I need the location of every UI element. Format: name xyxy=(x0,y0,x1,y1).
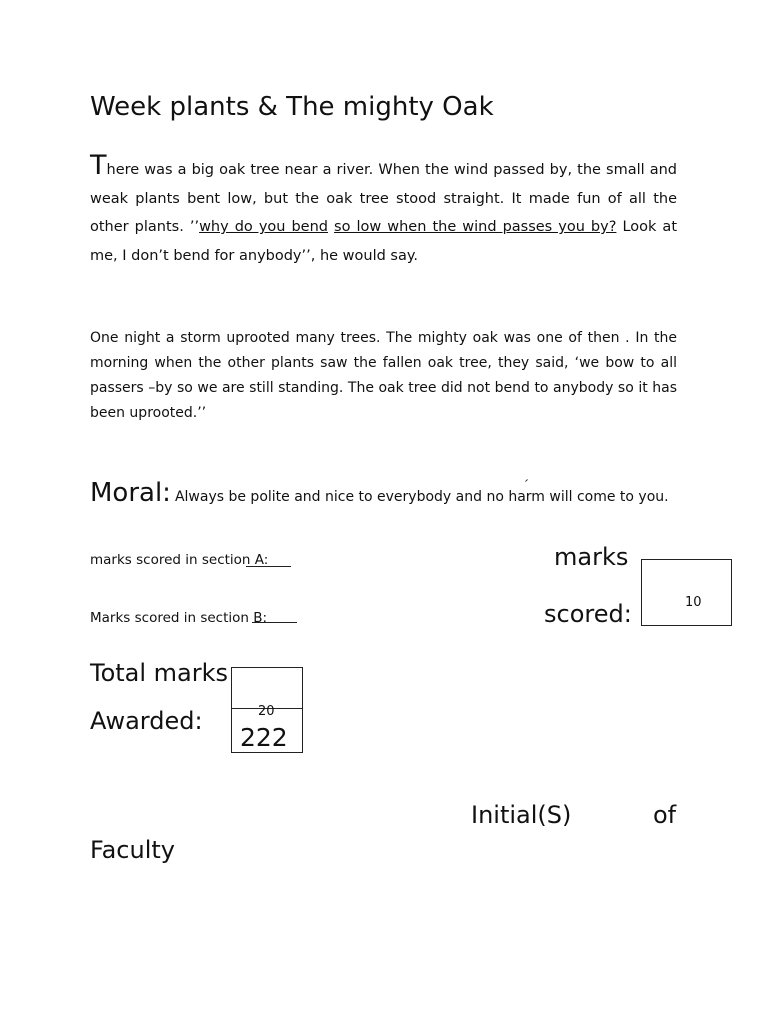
moral-line xyxy=(90,478,669,508)
total-marks-box-top xyxy=(231,667,303,709)
page-title: Week plants & The mighty Oak xyxy=(90,92,494,122)
section-b-label: Marks scored in section B: xyxy=(90,610,268,626)
scored-label: scored: xyxy=(544,600,632,628)
story-paragraph-2: One night a storm uprooted many trees. The mighty oak was one of then . In the morning when the other plants saw the fallen oak tree, they said, ‘we bow to all passers –by so we are still standing. The oak tree did not bend to anybody so it has been uprooted.’’ xyxy=(90,330,677,421)
initials-label: Initial(S) xyxy=(471,801,572,829)
total-marks-box-bottom xyxy=(231,704,303,753)
section-b-blank xyxy=(252,622,297,623)
marks-box-value: 10 xyxy=(685,595,702,610)
paragraph-1-text-a: here was a big oak tree near a river. When the wind passed by, the small and weak plants bent low, but the oak tree stood straight. It made fun of all the other plants. ’’ xyxy=(90,162,677,235)
underlined-quote-1: why do you bend xyxy=(199,219,328,235)
moral-heading: Moral: xyxy=(90,478,171,508)
drop-cap: T xyxy=(90,150,107,181)
section-a-blank xyxy=(246,566,291,567)
underlined-quote-2: so low when the wind passes you by? xyxy=(334,219,617,235)
section-a-label: marks scored in section A: xyxy=(90,552,269,568)
awarded-label: Awarded: xyxy=(90,707,203,735)
story-paragraph-1 xyxy=(90,150,678,270)
paragraph-1-text-b: Look at me, I don’t bend for anybody’’, he would say. xyxy=(90,219,678,264)
faculty-label: Faculty xyxy=(90,836,175,864)
of-label: of xyxy=(653,801,677,829)
total-box-top-value: 20 xyxy=(258,704,275,719)
total-marks-label: Total marks xyxy=(90,659,229,687)
total-box-value: 222 xyxy=(240,723,288,752)
marks-label: marks xyxy=(554,543,629,571)
moral-text: Always be polite and nice to everybody and no harm will come to you. xyxy=(174,489,669,505)
marks-scored-box xyxy=(641,559,732,626)
